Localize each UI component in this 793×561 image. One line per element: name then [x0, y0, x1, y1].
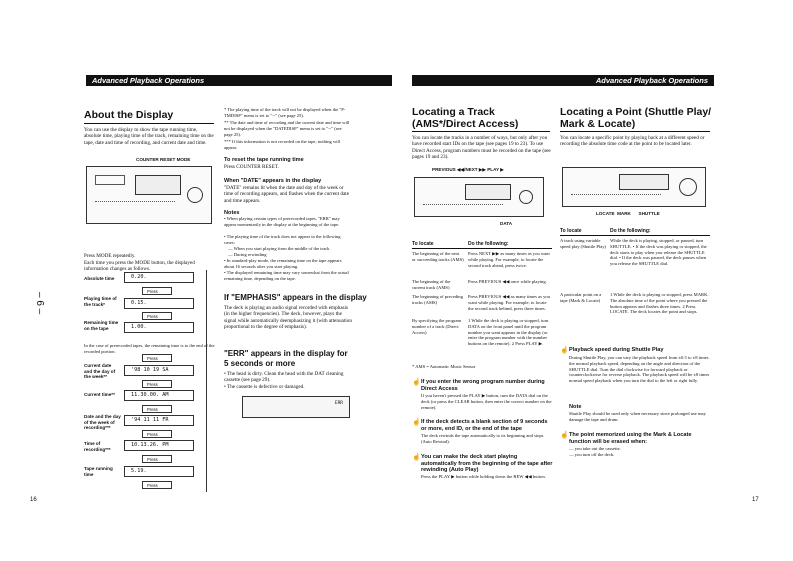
ams-deck-knob — [519, 190, 533, 204]
left-deck-knob — [187, 187, 203, 203]
shuttle-dial — [679, 178, 697, 196]
tip-icon-5: ☝ — [560, 431, 569, 439]
row-recdate-press: Press — [142, 430, 172, 438]
emphasis-text: The deck is playing an audio signal recorded with emphasis (in the higher frequencies). The deck, however, plays the signal while automatically deemphasizing it (with attenuation proportional to the degree of emphasis). — [224, 305, 352, 331]
ams-row-1-a: The beginning of the next or succeeding tracks (AMS) — [412, 251, 464, 262]
ams-table-rule — [412, 248, 552, 249]
left-banner-text: Advanced Playback Operations — [92, 76, 205, 85]
shuttle-tip-head: Playback speed during Shuttle Play — [569, 347, 664, 353]
err-display — [242, 396, 350, 418]
shuttle-deck-display — [619, 174, 669, 190]
row-tape-press: Press — [142, 481, 172, 489]
footnote-2: ** The date and time of recording and the current date and time will not be displayed when the "DATEDISP" menu is set to "--" (see page 25). — [224, 120, 350, 137]
right-deck-illustration-1 — [414, 177, 544, 217]
ams-title: Locating a Track (AMS*/Direct Access) — [412, 106, 519, 130]
note-3: — When you start playing from the middle of the track — [228, 246, 330, 251]
row-remaining-press: Press — [142, 354, 172, 362]
tip-icon-1: ☝ — [412, 378, 421, 386]
row-tape-label: Tape running time — [84, 466, 113, 477]
ams-table-head-1: To locate — [412, 241, 434, 247]
shuttle-table-rule — [560, 235, 710, 236]
tip-icon-4: ☝ — [560, 346, 569, 354]
ams-row-2-b: Press PREVIOUS ◀◀ once while playing. — [468, 279, 547, 284]
note-2: • The playing time of the track does not appear in the following cases: — [224, 234, 341, 245]
row-playing-press: Press — [142, 312, 172, 320]
left-callout-labels: COUNTER RESET MODE — [136, 157, 191, 162]
left-deck-buttons — [95, 201, 175, 215]
note-6: • The displayed remaining time may vary somewhat from the actual remaining time, depending on the tape. — [224, 270, 349, 281]
row-playing-lcd: 0.15. — [124, 298, 194, 309]
ams-deck-display — [465, 184, 511, 200]
ams-row-1-b: Press NEXT ▶▶ as many times as you want while playing. For example, to locate the second track ahead, press twice. — [468, 251, 550, 268]
date-text: "DATE" remains lit when the date and day of the week or time of recording appears, and flashes when the current date and time appears. — [224, 185, 350, 204]
reset-text: Press COUNTER RESET. — [224, 164, 279, 170]
err-head: "ERR" appears in the display for 5 seconds or more — [224, 349, 348, 368]
footnote-3: *** If this information is not recorded on the tape, nothing will appear. — [224, 139, 341, 150]
shuttle-tip-text: During Shuttle Play, you can vary the playback speed from ±0.5 to ±8 times the normal playback speed, depending on the angle and direction of the SHUTTLE dial. Turn the dial clockwise for forward playback or counterclockwise for reverse playback. The playback speed will be ±8 times normal speed playback when you turn the dial to the left or right fully. — [569, 355, 710, 384]
right-deck-illustration-2 — [562, 167, 706, 207]
right-banner — [412, 75, 714, 86]
err-lcd-text: ERR — [334, 401, 343, 406]
err-item-2: • The cassette is defective or damaged. — [224, 384, 305, 390]
ams-callout-data: DATA — [500, 221, 513, 226]
row-curtime-press: Press — [142, 405, 172, 413]
tip1-head: If you enter the wrong program number during Direct Access — [421, 379, 545, 392]
preset-note: In the case of prerecorded tapes, the remaining time is to the end of the recorded portion. — [84, 343, 215, 354]
row-absolute-press: Press — [142, 287, 172, 295]
ams-title-rule — [412, 131, 550, 132]
shuttle-note-text: Shuttle Play should be used only when necessary since prolonged use may damage the tape and drum. — [569, 411, 706, 422]
shuttle-deck-buttons — [571, 194, 661, 202]
shuttle-callouts: LOCATE MARK SHUTTLE — [596, 211, 660, 216]
tip-icon-3: ☝ — [412, 453, 421, 461]
row-curtime-lcd: 11.30.00. AM — [124, 390, 194, 401]
right-banner-text: Advanced Playback Operations — [595, 76, 708, 85]
row-rectime-lcd: 10.13.26. PM — [124, 440, 194, 451]
ams-row-4-a: By specifying the program number of a track (Direct Access) — [412, 318, 462, 335]
ams-intro: You can locate the tracks in a number of ways, but only after you have recorded start IDs on the tape (see pages 19 to 23). To use Direct Access, program numbers must be recorded on the tape (see pages 19 and 23). — [412, 135, 551, 161]
row-absolute-label: Absolute time — [84, 276, 115, 281]
mark-tip-item-2: — you turn off the deck. — [569, 452, 615, 457]
ams-row-4-b: 1 While the deck is playing or stopped, turn DATA on the front panel until the program number you want appears in the display (or enter the program number with the number buttons on the remote). 2 Press PLAY ▶. — [468, 318, 549, 347]
left-banner — [86, 75, 392, 86]
left-intro: You can use the display to show the tape running time, absolute time, playing time of the track, remaining time on the tape, date and time of recording, and current date and time. — [84, 127, 214, 146]
row-remaining-label: Remaining time on the tape — [84, 320, 119, 331]
right-page-number: 17 — [752, 497, 759, 503]
press-mode: Press MODE repeatedly. — [84, 253, 136, 259]
ams-footnote: * AMS = Automatic Music Sensor — [412, 364, 476, 369]
ams-deck-buttons — [423, 204, 503, 212]
left-deck-display — [135, 175, 181, 195]
note-1: • When playing certain types of prerecorded tapes, "ERR" may appear momentarily in the display at the beginning of the tape. — [224, 216, 340, 227]
reset-head: To reset the tape running time — [224, 157, 304, 163]
ams-callout: PREVIOUS ◀◀/NEXT ▶▶ PLAY ▶ — [432, 167, 504, 172]
row-curdate-label: Current date and the day of the week** — [84, 363, 116, 380]
row-tape-lcd: 5.19. — [124, 466, 194, 477]
shuttle-row-1-b: While the deck is playing, stopped, or paused, turn SHUTTLE. • If the deck was playing or stopped, the deck starts to play when you release the SHUTTLE dial. • If the deck was paused, the deck pauses when you release the SHUTTLE dial. — [610, 238, 707, 267]
footnote-1: * The playing time of the track will not be displayed when the "P-TMDISP" menu is set to "--" (see page 25). — [224, 107, 346, 118]
shuttle-row-1-a: A track using variable speed play (Shuttle Play) — [560, 238, 607, 249]
left-title-rule — [84, 123, 214, 124]
press-mode-desc: Each time you press the MODE button, the displayed information changes as follows. — [84, 260, 195, 273]
row-rectime-press: Press — [142, 455, 172, 463]
notes-head: Notes — [224, 210, 240, 216]
shuttle-row-2-a: A particular point on a tape (Mark & Locate) — [560, 292, 602, 303]
shuttle-row-2-b: 1 While the deck is playing or stopped, press MARK. The absolute time of the point where you pressed the button appears and flashes three times. 2 Press LOCATE. The deck locates the point and stops. — [610, 292, 709, 315]
left-deck-illustration — [86, 166, 212, 224]
shuttle-title: Locating a Point (Shuttle Play/ Mark & Locate) — [560, 106, 712, 130]
ams-row-3-b: Press PREVIOUS ◀◀ as many times as you want while playing. For example, to locate the second track behind, press three times. — [468, 294, 550, 311]
tip-icon-2: ☝ — [412, 418, 421, 426]
err-item-1: • The head is dirty. Clean the head with the DAT cleaning cassette (see page 29). — [224, 371, 344, 384]
shuttle-title-rule — [560, 131, 710, 132]
date-head: When "DATE" appears in the display — [224, 178, 322, 184]
side-marker: – 6 – — [34, 292, 45, 315]
ams-table-head-2: Do the following: — [468, 241, 509, 247]
row-absolute-lcd: 0.20. — [124, 272, 194, 283]
shuttle-note-head: Note — [569, 404, 582, 410]
row-recdate-lcd: '94 11 11 FR — [124, 415, 194, 426]
row-curdate-lcd: '98 10 19 SA — [124, 365, 194, 376]
ams-row-3-a: The beginning of preceding tracks (AMS) — [412, 294, 463, 305]
row-curdate-press: Press — [142, 380, 172, 388]
tip3-text: Press the PLAY ▶ button while holding down the REW ◀◀ button. — [421, 474, 546, 479]
ams-row-2-a: The beginning of the current track (AMS) — [412, 279, 451, 290]
shuttle-intro: You can locate a specific point by playing back at a different speed or recording the absolute time code at the point to be located later. — [560, 135, 705, 148]
tip2-text: The deck rewinds the tape automatically to its beginning and stops (Auto Rewind). — [421, 433, 544, 444]
tip3-head: You can make the deck start playing automatically from the beginning of the tape after rewinding (Auto Play) — [421, 454, 553, 474]
note-5: • In standard-play mode, the remaining time on the tape appears about 16 seconds after you start playing. — [224, 258, 342, 269]
shuttle-table-head-1: To locate — [560, 228, 582, 234]
row-rectime-label: Time of recording*** — [84, 441, 111, 452]
row-curtime-label: Current time** — [84, 392, 115, 397]
left-title: About the Display — [84, 109, 174, 121]
left-page-number: 16 — [30, 497, 37, 503]
shuttle-table-head-2: Do the following: — [610, 228, 651, 234]
tip2-head: If the deck detects a blank section of 9 seconds or more, end ID, or the end of the tape — [421, 419, 548, 432]
row-recdate-label: Date and the day of the week of recording*** — [84, 414, 121, 431]
tip1-text: If you haven't pressed the PLAY ▶ button, turn the DATA dial on the deck (or press the CLEAR button, then enter the correct number on the remote). — [421, 393, 552, 410]
row-remaining-lcd: 1.00. — [124, 322, 194, 333]
mark-tip-head: The point memorized using the Mark & Locate function will be erased when: — [569, 432, 692, 445]
row-playing-label: Playing time of the track* — [84, 296, 117, 307]
mark-tip-item-1: — you take out the cassette. — [569, 446, 621, 451]
left-deck-slot — [95, 175, 125, 185]
flow-line — [206, 270, 207, 492]
note-4: — During rewinding — [228, 252, 267, 257]
emphasis-head: If "EMPHASIS" appears in the display — [224, 293, 367, 302]
